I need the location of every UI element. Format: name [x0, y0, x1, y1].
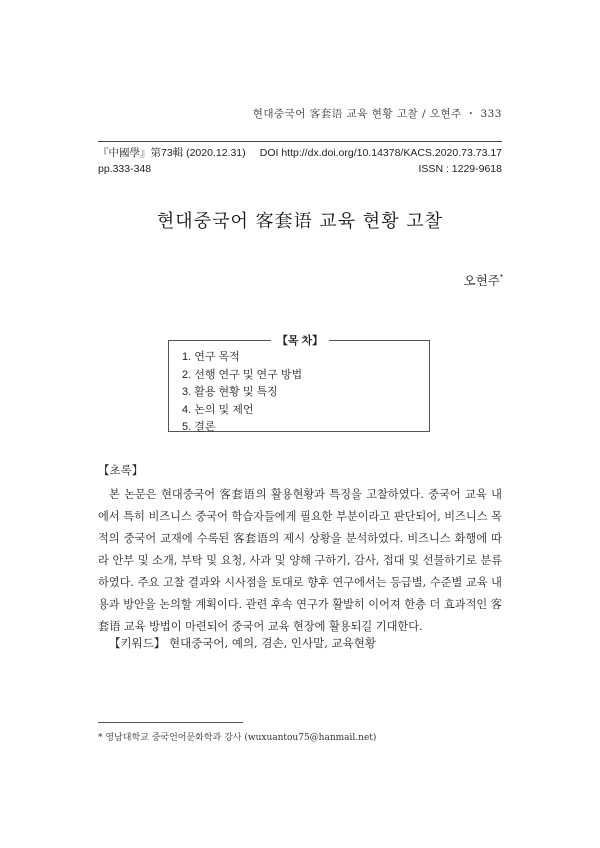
- running-header: 현대중국어 客套语 교육 현황 고찰 / 오현주 ・ 333: [252, 108, 502, 120]
- toc-list: [182, 349, 302, 437]
- paper-title: 현대중국어 客套语 교육 현황 고찰: [156, 211, 444, 232]
- footnote-divider: [98, 722, 243, 723]
- page-range: pp.333-348: [98, 163, 152, 175]
- abstract-body: 본 논문은 현대중국어 客套语의 활용현황과 특징을 고찰하였다. 중국어 교육 내에서 특히 비즈니스 중국어 학습자들에게 필요한 부분이라고 판단되어, 비즈니스 목적의 중국어 교재에 수록된 客套语의 제시 상황을 분석하였다. 비즈니스 화행에 따라 안부 및 소개, 부탁 및 요청, 사과 및 양해 구하기, 감사, 접대 및 선물하기로 분류하였다. 주요 고찰 결과와 시사점을 토대로 향후 연구에서는 등급별, 수준별 교육 내용과 방안을 논의할 계획이다. 관련 후속 연구가 활발히 이어져 한층 더 효과적인 客套语 교육 방법이 마련되어 중국어 교육 현장에 활용되길 기대한다.: [98, 488, 502, 633]
- author: [464, 271, 503, 289]
- author-footnote-mark: *: [499, 272, 503, 282]
- toc-item: 5. 결론: [182, 421, 216, 433]
- footnote: * 영남대학교 중국언어문화학과 강사 (wuxuantou75@hanmail.net): [98, 733, 377, 743]
- toc-item: 2. 선행 연구 및 연구 방법: [182, 368, 303, 381]
- toc-item: 1. 연구 목적: [182, 351, 240, 363]
- author-name: 오현주: [463, 274, 500, 288]
- doi-link[interactable]: DOI http://dx.doi.org/10.14378/KACS.2020.73.73.17: [259, 147, 502, 159]
- toc-item: 4. 논의 및 제언: [182, 403, 254, 416]
- toc-heading: 【목 차】: [0, 332, 600, 348]
- journal-citation: 『中國學』第73輯 (2020.12.31): [98, 147, 246, 159]
- toc-item: 3. 활용 현황 및 특징: [182, 386, 278, 398]
- issn: ISSN : 1229-9618: [418, 163, 502, 175]
- keywords: 【키워드】 현대중국어, 예의, 겸손, 인사말, 교육현황: [109, 636, 376, 650]
- abstract-heading: 【초록】: [98, 463, 144, 477]
- article-meta: [98, 141, 502, 177]
